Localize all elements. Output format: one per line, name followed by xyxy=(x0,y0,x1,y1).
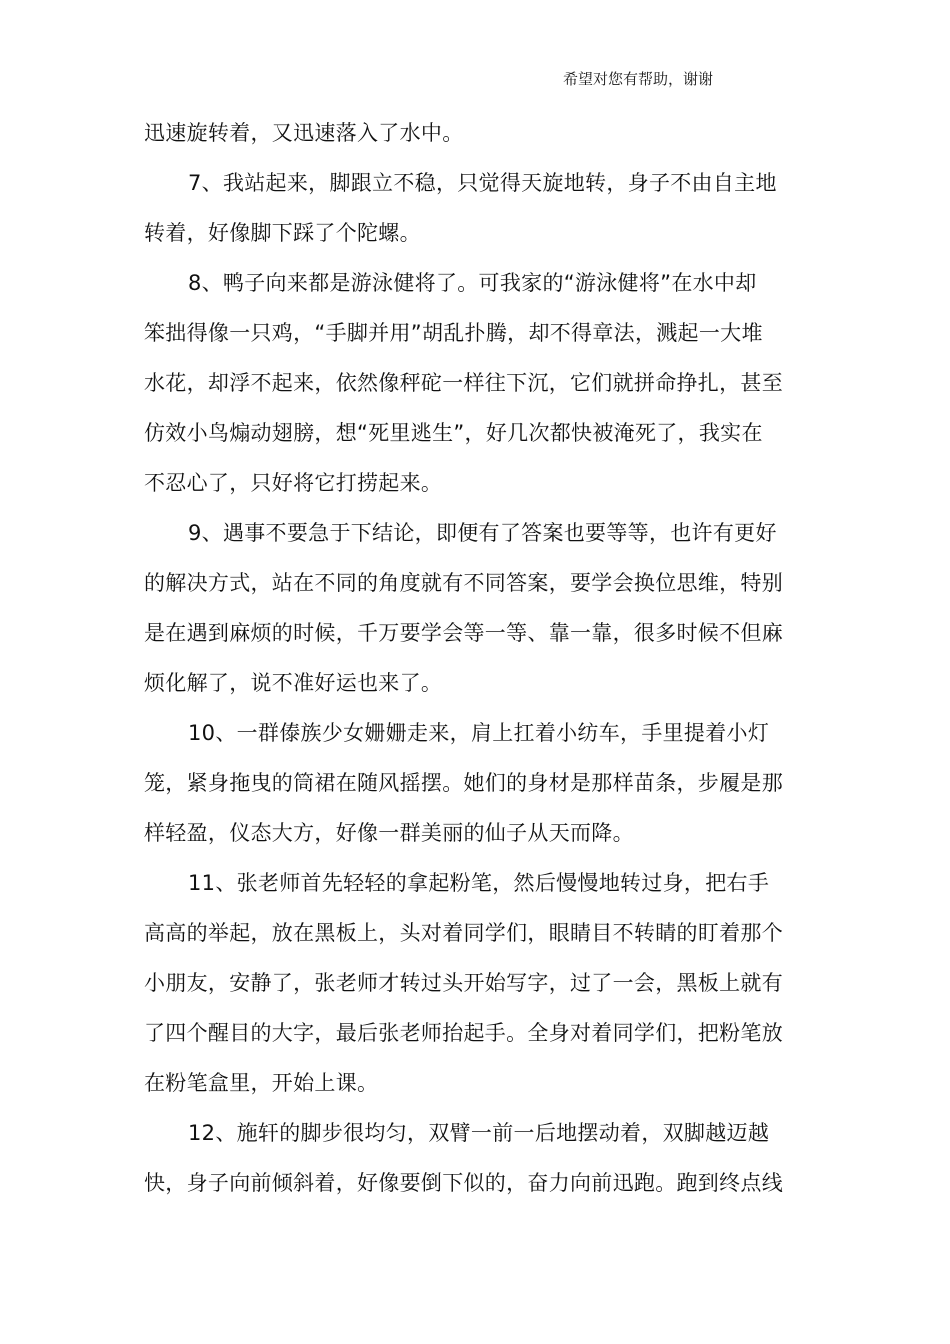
text-line: 转着，好像脚下踩了个陀螺。 xyxy=(144,221,421,245)
text-line: 仿效小鸟煽动翅膀，想“死里逃生”，好几次都快被淹死了，我实在 xyxy=(144,421,763,445)
text-line: 不忍心了，只好将它打捞起来。 xyxy=(144,471,443,495)
text-line: 7、我站起来，脚跟立不稳，只觉得天旋地转，身子不由自主地 xyxy=(188,171,777,195)
text-line: 笨拙得像一只鸡，“手脚并用”胡乱扑腾，却不得章法，溅起一大堆 xyxy=(144,321,763,345)
page-header: 希望对您有帮助，谢谢 xyxy=(563,70,714,88)
text-line: 在粉笔盒里，开始上课。 xyxy=(144,1071,379,1095)
text-line: 快，身子向前倾斜着，好像要倒下似的，奋力向前迅跑。跑到终点线 xyxy=(144,1171,783,1195)
text-line: 笼，紧身拖曳的筒裙在随风摇摆。她们的身材是那样苗条，步履是那 xyxy=(144,771,783,795)
text-line: 8、鸭子向来都是游泳健将了。可我家的“游泳健将”在水中却 xyxy=(188,271,757,295)
text-line: 水花，却浮不起来，依然像秤砣一样往下沉，它们就拼命挣扎，甚至 xyxy=(144,371,783,395)
text-line: 9、遇事不要急于下结论，即便有了答案也要等等，也许有更好 xyxy=(188,521,777,545)
text-line: 烦化解了，说不准好运也来了。 xyxy=(144,671,443,695)
text-line: 高高的举起，放在黑板上，头对着同学们，眼睛目不转睛的盯着那个 xyxy=(144,921,783,945)
text-line: 12、施轩的脚步很均匀，双臂一前一后地摆动着，双脚越迈越 xyxy=(188,1121,770,1145)
text-line: 11、张老师首先轻轻的拿起粉笔，然后慢慢地转过身，把右手 xyxy=(188,871,770,895)
text-line: 是在遇到麻烦的时候，千万要学会等一等、靠一靠，很多时候不但麻 xyxy=(144,621,783,645)
text-line: 迅速旋转着，又迅速落入了水中。 xyxy=(144,121,464,145)
text-line: 小朋友，安静了，张老师才转过头开始写字，过了一会，黑板上就有 xyxy=(144,971,783,995)
text-line: 样轻盈，仪态大方，好像一群美丽的仙子从天而降。 xyxy=(144,821,634,845)
document-body xyxy=(144,108,810,1208)
text-line: 的解决方式，站在不同的角度就有不同答案，要学会换位思维，特别 xyxy=(144,571,783,595)
text-line: 了四个醒目的大字，最后张老师抬起手。全身对着同学们，把粉笔放 xyxy=(144,1021,783,1045)
text-line: 10、一群傣族少女姗姗走来，肩上扛着小纺车，手里提着小灯 xyxy=(188,721,770,745)
